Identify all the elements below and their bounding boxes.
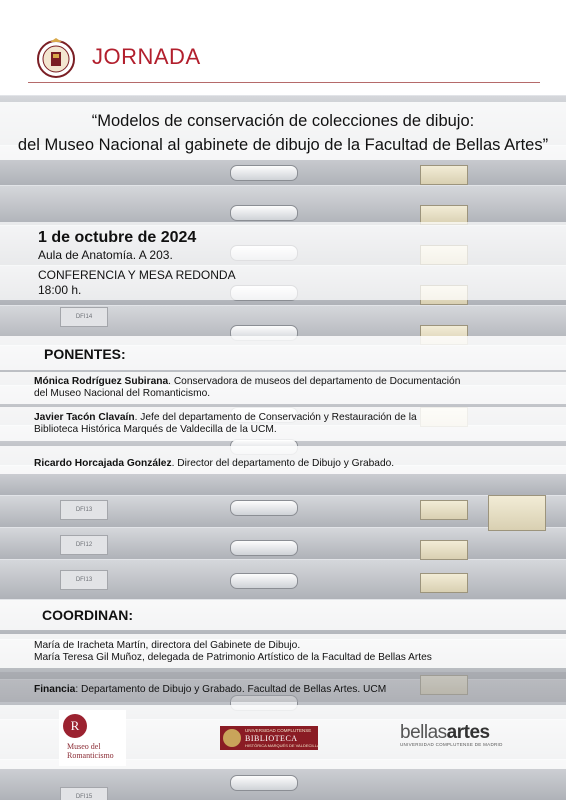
event-time: 18:00 h. [38, 283, 82, 297]
event-title-line-1: “Modelos de conservación de colecciones de dibujo: [91, 112, 475, 130]
speaker-role: . Director del departamento de Dibujo y Grabado. [171, 458, 395, 469]
speaker-role: . Conservadora de museos del departamento de Documentación [168, 376, 461, 387]
drawer-handle [230, 165, 298, 181]
event-title-line-2: del Museo Nacional al gabinete de dibujo de la Facultad de Bellas Artes” [17, 136, 549, 154]
drawer-label-card [420, 165, 468, 185]
event-type: CONFERENCIA Y MESA REDONDA [38, 268, 236, 282]
speaker-role: . Jefe del departamento de Conservación y Restauración de la [134, 412, 417, 423]
bellas-artes-wordmark [400, 722, 503, 744]
drawer-code: DFI13 [60, 500, 108, 520]
speaker-line [34, 376, 460, 388]
coordinators-heading: COORDINAN: [42, 607, 133, 623]
artes-word: artes [446, 722, 490, 743]
speaker-role-cont: Biblioteca Histórica Marqués de Valdecilla de la UCM. [34, 424, 277, 435]
speaker-name: Ricardo Horcajada González [34, 458, 172, 469]
biblioteca-main: BIBLIOTECA [245, 734, 298, 743]
biblioteca-historica-logo [220, 726, 318, 750]
speaker-entry [34, 458, 394, 470]
romanticismo-mark: R [63, 714, 87, 738]
drawer-code: DFI12 [60, 535, 108, 555]
speaker-name: Mónica Rodríguez Subirana [34, 376, 169, 387]
speakers-heading: PONENTES: [44, 346, 126, 362]
romanticismo-line-2: Romanticismo [67, 751, 114, 760]
speaker-role-cont: del Museo Nacional del Romanticismo. [34, 388, 211, 399]
speaker-line [34, 458, 394, 470]
speaker-entry [34, 412, 417, 436]
drawer-handle [230, 775, 298, 791]
finance-label: Financia [34, 684, 76, 695]
biblioteca-seal-icon [223, 729, 241, 747]
page-title: JORNADA [92, 44, 201, 69]
speaker-name: Javier Tacón Clavaín [34, 412, 135, 423]
drawer-label-card [420, 540, 468, 560]
museo-romanticismo-logo [59, 710, 126, 766]
coordinator-line-1: María de Iracheta Martín, directora del Gabinete de Dibujo. [34, 640, 301, 651]
drawer-code: DFI14 [60, 307, 108, 327]
drawer-code: DFI15 [60, 787, 108, 800]
drawer-note-card [488, 495, 546, 531]
coordinator-line-2: María Teresa Gil Muñoz, delegada de Patrimonio Artístico de la Facultad de Bellas Artes [34, 652, 432, 663]
drawer-handle [230, 205, 298, 221]
drawer-handle [230, 573, 298, 589]
drawer-label-card [420, 573, 468, 593]
speaker-line [34, 412, 417, 424]
romanticismo-line-1: Museo del [67, 742, 101, 751]
event-place: Aula de Anatomía. A 203. [38, 248, 173, 262]
drawer-code: DFI13 [60, 570, 108, 590]
biblioteca-sub: HISTÓRICA MARQUÉS DE VALDECILLA [245, 743, 320, 748]
drawer-handle [230, 540, 298, 556]
finance-text: : Departamento de Dibujo y Grabado. Facultad de Bellas Artes. UCM [75, 684, 387, 695]
drawer-handle [230, 500, 298, 516]
romanticismo-text [67, 742, 114, 760]
ucm-crest-icon [36, 36, 76, 82]
biblioteca-top: UNIVERSIDAD COMPLUTENSE [245, 728, 312, 733]
event-date: 1 de octubre de 2024 [38, 229, 197, 246]
header-divider [28, 82, 540, 83]
bellas-artes-logo [400, 722, 503, 747]
speaker-entry [34, 376, 460, 400]
bellas-word: bellas [400, 722, 447, 743]
finance-line [34, 684, 386, 695]
header [0, 0, 566, 95]
drawer-label-card [420, 500, 468, 520]
bellas-artes-sub: UNIVERSIDAD COMPLUTENSE DE MADRID [400, 742, 503, 747]
